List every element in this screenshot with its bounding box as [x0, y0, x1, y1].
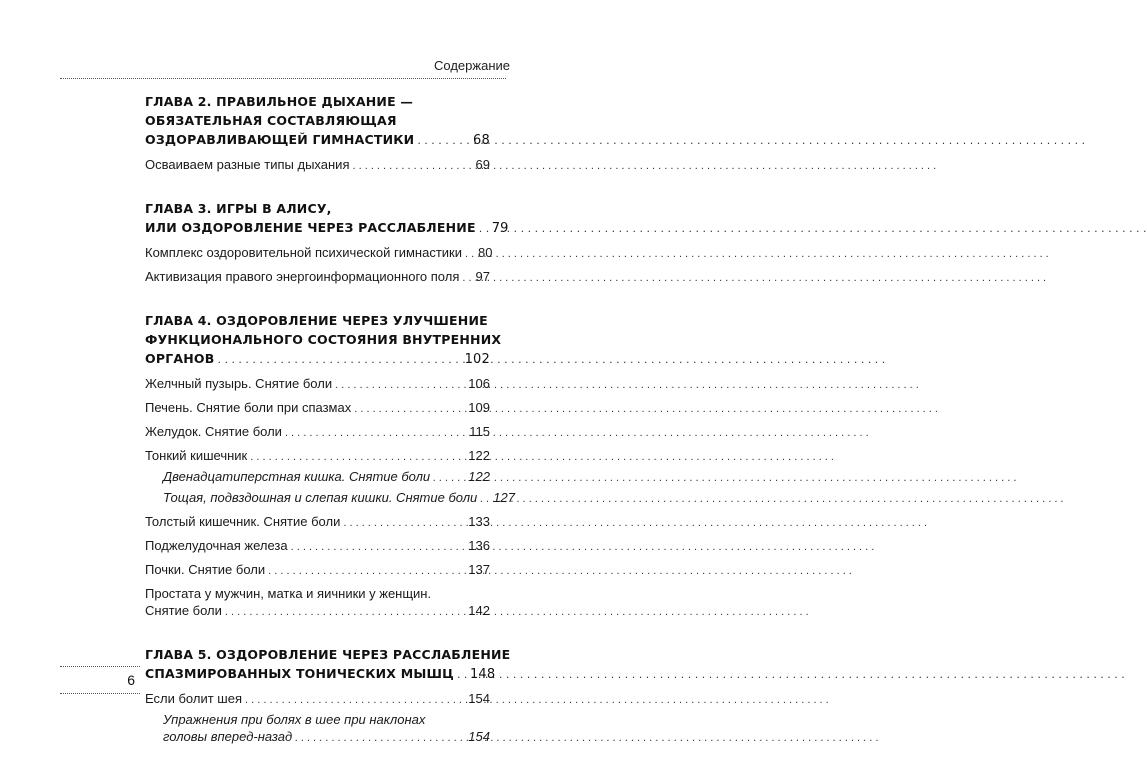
- dot-leader: [285, 423, 466, 442]
- dot-leader: [268, 561, 465, 580]
- toc-subentry-multiline[interactable]: [145, 711, 490, 747]
- chapter-title-line: ГЛАВА 3. ИГРЫ В АЛИСУ,: [145, 201, 332, 216]
- entry-title: Если болит шея: [145, 691, 242, 706]
- toc-entry[interactable]: [145, 423, 490, 442]
- entry-title: Двенадцатиперстная кишка. Снятие боли: [163, 469, 431, 484]
- page-ref: 97: [475, 269, 490, 284]
- chapter-title-line: ИЛИ ОЗДОРОВЛЕНИЕ ЧЕРЕЗ РАССЛАБЛЕНИЕ: [145, 220, 476, 235]
- page-ref: 69: [475, 157, 490, 172]
- dot-leader: [433, 468, 465, 487]
- entry-title: Поджелудочная железа: [145, 538, 288, 553]
- dot-leader: [352, 156, 472, 175]
- dot-leader: [250, 447, 465, 466]
- dot-leader: [295, 728, 465, 747]
- toc-entry[interactable]: [145, 447, 490, 466]
- page-ref: 79: [491, 221, 509, 236]
- table-of-contents: [145, 92, 515, 757]
- entry-title: Желудок. Снятие боли: [145, 424, 282, 439]
- page-ref: 127: [493, 490, 515, 505]
- entry-title: Тонкий кишечник: [145, 448, 248, 463]
- chapter-title-line: ОЗДОРАВЛИВАЮЩЕЙ ГИМНАСТИКИ: [145, 132, 415, 147]
- chapter-title-line: ОБЯЗАТЕЛЬНАЯ СОСТАВЛЯЮЩАЯ: [145, 113, 397, 128]
- entry-title: Осваиваем разные типы дыхания: [145, 157, 350, 172]
- entry-title: Толстый кишечник. Снятие боли: [145, 514, 341, 529]
- toc-subentry[interactable]: [145, 489, 515, 508]
- page-ref: 102: [464, 352, 490, 367]
- page-ref: 122: [468, 469, 490, 484]
- dot-leader: [225, 602, 465, 621]
- footer-divider-bottom: [60, 693, 140, 694]
- toc-entry[interactable]: [145, 156, 490, 175]
- dot-leader: [343, 513, 465, 532]
- dot-leader: [291, 537, 466, 556]
- toc-entry[interactable]: [145, 375, 490, 394]
- toc-entry[interactable]: [145, 130, 490, 150]
- dot-leader: [417, 130, 470, 150]
- toc-subentry[interactable]: [145, 468, 490, 487]
- page-ref: 136: [468, 538, 490, 553]
- dot-leader: [462, 268, 472, 287]
- entry-title: головы вперед-назад: [163, 729, 293, 744]
- toc-entry[interactable]: [145, 349, 490, 369]
- entry-title: Тощая, подвздошная и слепая кишки. Снятие боли: [163, 490, 478, 505]
- entry-title-line: Простата у мужчин, матка и яичники у женщин.: [145, 586, 432, 601]
- dot-leader: [457, 664, 467, 684]
- dot-leader: [217, 349, 461, 369]
- dot-leader: [354, 399, 465, 418]
- toc-chapter-3: [145, 199, 509, 287]
- running-header-title: Содержание: [434, 58, 510, 73]
- toc-entry[interactable]: [145, 244, 493, 263]
- page-ref: 68: [473, 133, 490, 148]
- chapter-title-line: ОРГАНОВ: [145, 351, 215, 366]
- page-ref: 115: [469, 424, 490, 439]
- page-ref: 137: [468, 562, 490, 577]
- footer-divider-top: [60, 666, 140, 667]
- dot-leader: [465, 244, 475, 263]
- page-ref: 154: [468, 691, 490, 706]
- toc-entry[interactable]: [145, 537, 490, 556]
- entry-title: Активизация правого энергоинформационного поля: [145, 269, 460, 284]
- toc-entry[interactable]: [145, 399, 490, 418]
- toc-entry[interactable]: [145, 561, 490, 580]
- entry-title: Почки. Снятие боли: [145, 562, 266, 577]
- header-divider: [60, 78, 506, 79]
- page-ref: 106: [468, 376, 490, 391]
- toc-chapter-4: [145, 311, 515, 621]
- chapter-title-line: СПАЗМИРОВАННЫХ ТОНИЧЕСКИХ МЫШЦ: [145, 666, 454, 681]
- chapter-title-line: ГЛАВА 2. ПРАВИЛЬНОЕ ДЫХАНИЕ —: [145, 94, 414, 109]
- entry-title-line: Упражнения при болях в шее при наклонах: [163, 712, 426, 727]
- dot-leader: [335, 375, 465, 394]
- entry-title: Снятие боли: [145, 603, 222, 618]
- page-ref: 109: [468, 400, 490, 415]
- chapter-title-line: ГЛАВА 5. ОЗДОРОВЛЕНИЕ ЧЕРЕЗ РАССЛАБЛЕНИЕ: [145, 647, 511, 662]
- toc-entry[interactable]: [145, 513, 490, 532]
- dot-leader: [245, 690, 465, 709]
- chapter-title-line: ФУНКЦИОНАЛЬНОГО СОСТОЯНИЯ ВНУТРЕННИХ: [145, 332, 502, 347]
- page-ref: 148: [469, 667, 496, 682]
- page-ref: 80: [478, 245, 493, 260]
- toc-chapter-2: [145, 92, 490, 175]
- entry-title: Печень. Снятие боли при спазмах: [145, 400, 352, 415]
- toc-entry[interactable]: [145, 664, 496, 684]
- toc-chapter-5: [145, 645, 511, 747]
- page-ref: 122: [468, 448, 490, 463]
- toc-entry-multiline[interactable]: [145, 585, 490, 621]
- page-number: 6: [127, 672, 135, 688]
- page-ref: 133: [468, 514, 490, 529]
- entry-title: Желчный пузырь. Снятие боли: [145, 376, 333, 391]
- dot-leader: [479, 218, 489, 238]
- page-ref: 142: [468, 603, 490, 618]
- toc-entry[interactable]: [145, 690, 490, 709]
- entry-title: Комплекс оздоровительной психической гимнастики: [145, 245, 463, 260]
- page-ref: 154: [468, 729, 490, 744]
- chapter-title-line: ГЛАВА 4. ОЗДОРОВЛЕНИЕ ЧЕРЕЗ УЛУЧШЕНИЕ: [145, 313, 488, 328]
- toc-entry[interactable]: [145, 218, 509, 238]
- dot-leader: [480, 489, 490, 508]
- toc-entry[interactable]: [145, 268, 490, 287]
